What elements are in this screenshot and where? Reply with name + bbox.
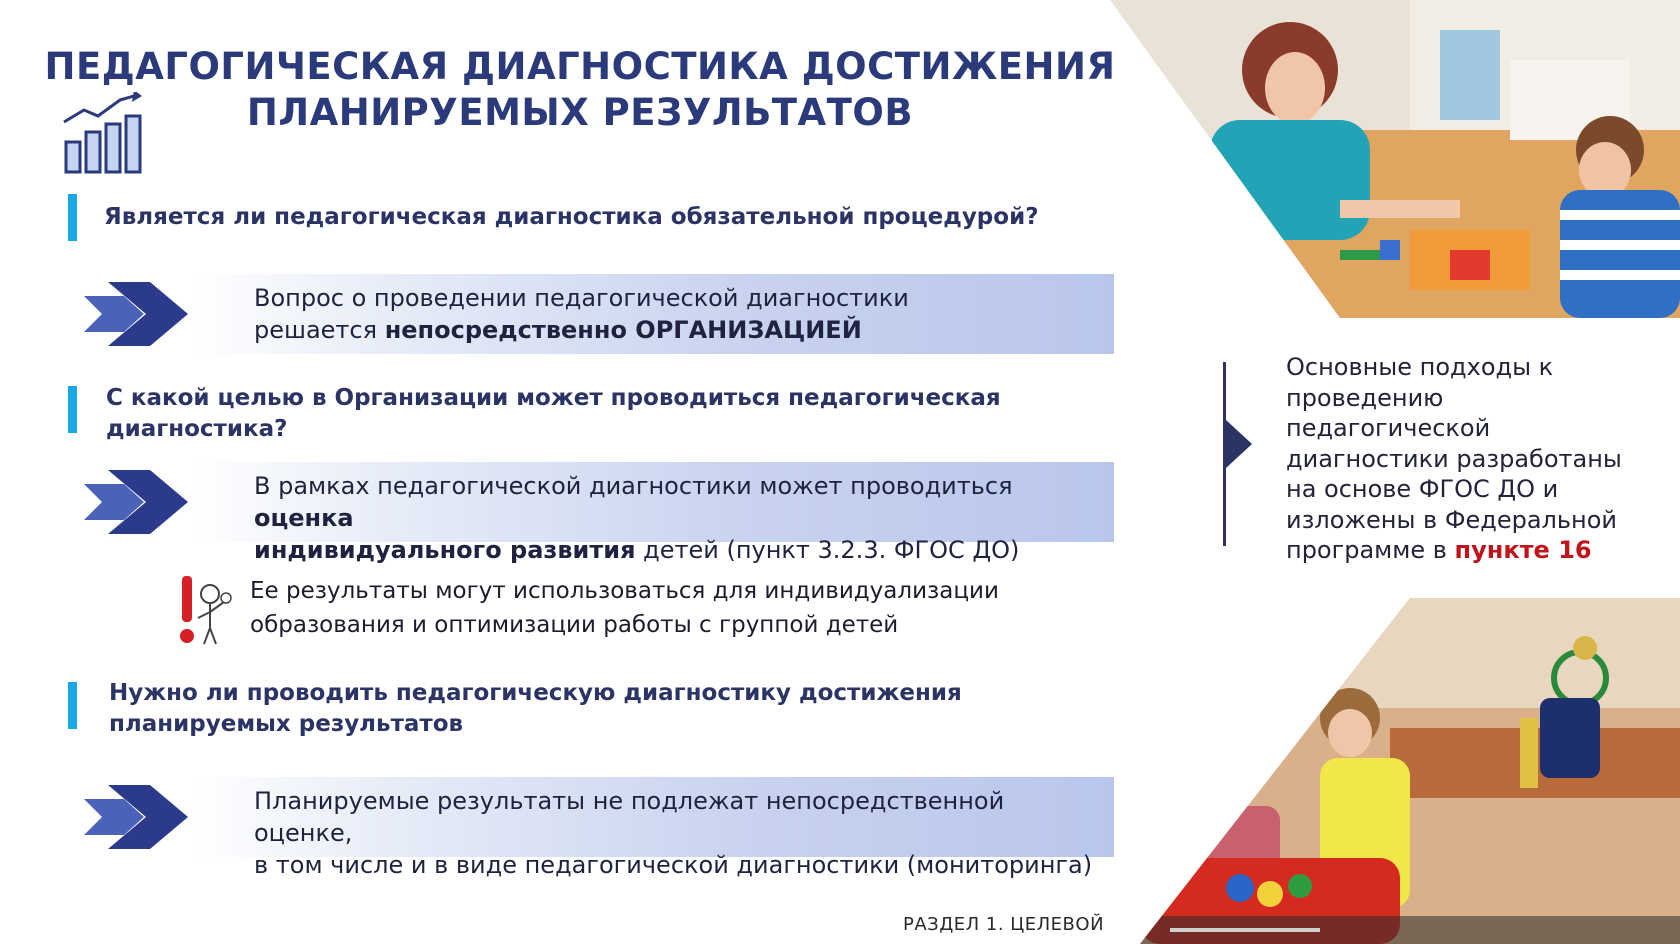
question-marker — [68, 194, 77, 241]
chevron-arrow-icon — [84, 274, 244, 354]
answer-banner-1 — [84, 274, 1114, 354]
triangle-pointer-icon — [1226, 420, 1252, 468]
title-line-1: ПЕДАГОГИЧЕСКАЯ ДИАГНОСТИКА ДОСТИЖЕНИЯ — [44, 45, 1116, 88]
growth-chart-icon — [62, 92, 144, 174]
photo-teacher-with-child — [1110, 0, 1680, 318]
answer-banner-2 — [84, 462, 1114, 564]
question-marker — [68, 682, 77, 729]
question-1: Является ли педагогическая диагностика обязательной процедурой? — [104, 204, 1039, 230]
title-line-2: ПЛАНИРУЕМЫХ РЕЗУЛЬТАТОВ — [246, 91, 914, 134]
approaches-text: Основные подходы к проведению педагогической диагностики разработаны на основе ФГОС ДО и изложены в Федеральной программе в пункте 16 — [1286, 353, 1622, 564]
highlight-point: пункте 16 — [1454, 536, 1592, 564]
section-footer: РАЗДЕЛ 1. ЦЕЛЕВОЙ — [903, 914, 1105, 935]
chevron-arrow-icon — [84, 777, 244, 857]
chevron-arrow-icon — [84, 462, 244, 542]
answer-text-1: Вопрос о проведении педагогической диагностики решается непосредственно ОРГАНИЗАЦИЕЙ — [254, 284, 909, 344]
question-marker — [68, 386, 77, 433]
exclamation-figure-icon — [176, 572, 236, 648]
note-text: Ее результаты могут использоваться для индивидуализации образования и оптимизации работы с группой детей — [250, 578, 999, 638]
page-title — [40, 44, 1120, 136]
question-3: Нужно ли проводить педагогическую диагностику достижения планируемых результатов — [109, 680, 962, 737]
question-2: С какой целью в Организации может проводиться педагогическая диагностика? — [106, 385, 1001, 442]
answer-text-2: В рамках педагогической диагностики может проводиться оценка индивидуального развития детей (пункт 3.2.3. ФГОС ДО) — [254, 472, 1020, 564]
photo-children-playing — [1140, 598, 1680, 944]
answer-banner-3 — [84, 777, 1114, 879]
answer-text-3: Планируемые результаты не подлежат непосредственной оценке, в том числе и в виде педагогической диагностики (мониторинга) — [254, 787, 1093, 879]
